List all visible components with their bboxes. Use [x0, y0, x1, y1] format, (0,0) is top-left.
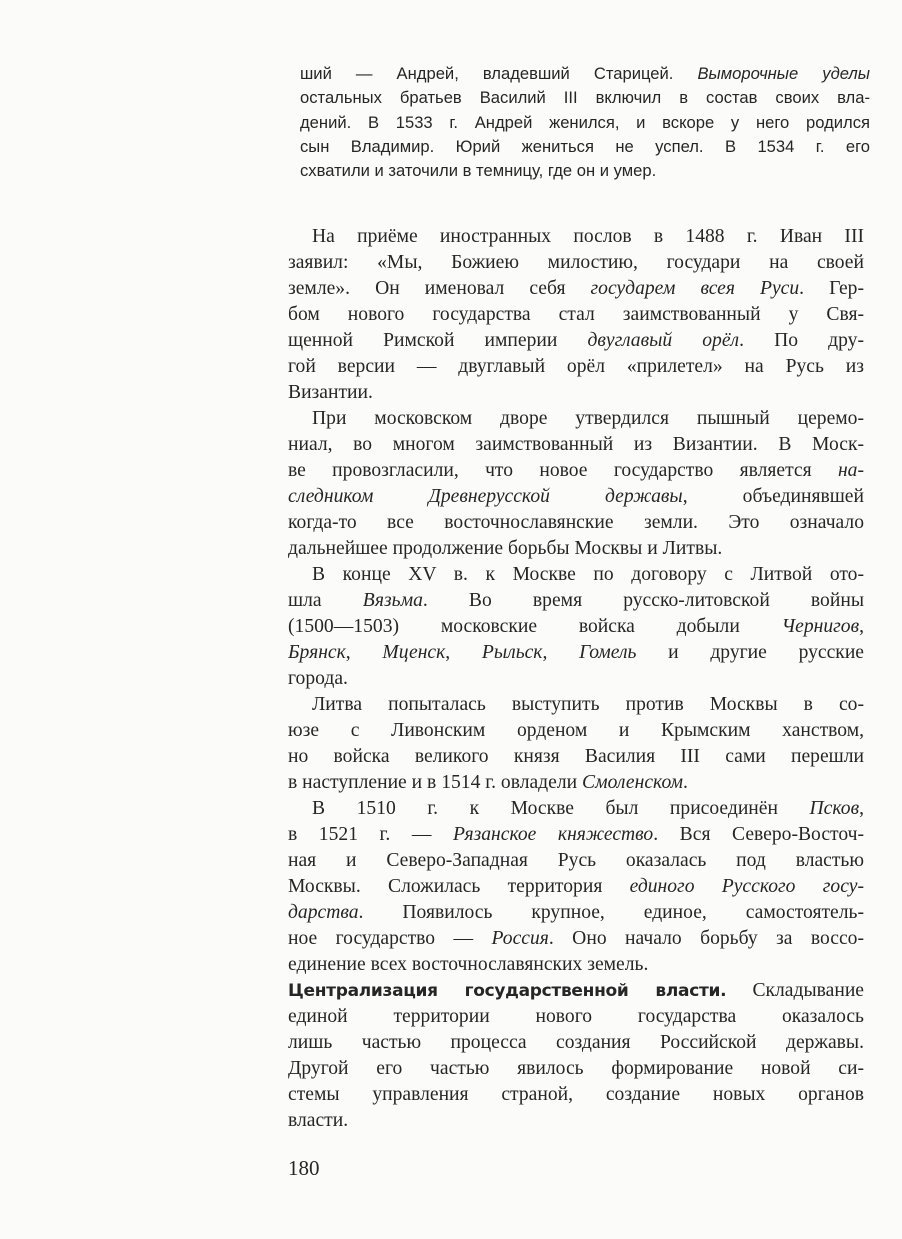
text-line — [288, 1004, 864, 1030]
page-number: 180 — [288, 1156, 320, 1180]
text-line — [288, 874, 864, 900]
text-line — [288, 406, 864, 432]
text-segment: но войска великого князя Василия III сами перешли — [288, 746, 864, 767]
text-segment: (1500—1503) московские войска добыли — [288, 616, 782, 637]
text-line — [300, 159, 870, 183]
text-line — [288, 1082, 864, 1108]
text-line — [300, 86, 870, 110]
text-segment: схватили и заточили в темницу, где он и умер. — [300, 161, 657, 181]
text-line — [288, 562, 864, 588]
text-segment: , — [859, 798, 864, 819]
text-segment: в 1521 г. — — [288, 824, 453, 845]
text-segment: власти. — [288, 1110, 349, 1131]
text-line — [288, 250, 864, 276]
section-heading: Централизация государственной власти. — [288, 981, 727, 1001]
text-segment: единой территории нового государства оказалось — [288, 1006, 864, 1027]
text-segment: щенной Римской империи — [288, 330, 588, 351]
text-segment: Москвы. Сложилась территория — [288, 876, 630, 897]
sidebar-note-text — [300, 62, 870, 183]
text-segment: . Во время русско-литовской войны — [422, 590, 864, 611]
text-line — [288, 614, 864, 640]
text-line — [288, 848, 864, 874]
text-segment: . Вся Северо-Восточ- — [653, 824, 864, 845]
text-line — [288, 926, 864, 952]
text-segment: , объединявшей — [682, 486, 864, 507]
text-segment: В 1510 г. к Москве был присоединён — [312, 798, 810, 819]
text-segment: . — [683, 772, 688, 793]
text-segment: , — [445, 642, 482, 663]
text-segment: в наступление и в 1514 г. овладели — [288, 772, 582, 793]
text-segment: заявил: «Мы, Божиею милостию, государи на своей — [288, 252, 864, 273]
text-line — [288, 978, 864, 1004]
text-segment: Складывание — [726, 980, 864, 1001]
text-segment: бом нового государства стал заимствованный у Свя- — [288, 304, 864, 325]
text-segment: , — [542, 642, 580, 663]
text-segment: остальных братьев Василий III включил в состав своих вла- — [300, 88, 870, 108]
text-segment: города. — [288, 668, 348, 689]
emphasized-term: Смоленском — [582, 772, 684, 793]
text-line — [288, 302, 864, 328]
emphasized-term: Псков — [809, 798, 860, 819]
text-line — [288, 276, 864, 302]
text-segment: ниал, во многом заимствованный из Византии. В Моск- — [288, 434, 864, 455]
text-line — [288, 822, 864, 848]
text-segment: единение всех восточнославянских земель. — [288, 954, 649, 975]
text-line — [288, 510, 864, 536]
text-segment: , — [345, 642, 383, 663]
text-line — [300, 111, 870, 135]
text-line — [288, 536, 864, 562]
main-body-text — [288, 224, 864, 1134]
text-segment: . Гер- — [799, 278, 864, 299]
emphasized-term: Рязанское княжество — [453, 824, 654, 845]
text-segment: дальнейшее продолжение борьбы Москвы и Литвы. — [288, 538, 723, 559]
text-segment: ная и Северо-Западная Русь оказалась под властью — [288, 850, 864, 871]
text-segment: сын Владимир. Юрий жениться не успел. В 1534 г. его — [300, 136, 870, 156]
text-segment: , — [859, 616, 864, 637]
text-segment: дений. В 1533 г. Андрей женился, и вскоре у него родился — [300, 112, 870, 132]
text-segment: юзе с Ливонским орденом и Крымским ханством, — [288, 720, 864, 741]
emphasized-term: Брянск — [288, 642, 346, 663]
text-segment: земле». Он именовал себя — [288, 278, 591, 299]
text-segment: На приёме иностранных послов в 1488 г. Иван III — [312, 226, 864, 247]
text-line — [288, 692, 864, 718]
emphasized-term: единого Русского госу- — [629, 876, 864, 897]
text-line — [288, 328, 864, 354]
emphasized-term: Вязьма — [362, 590, 423, 611]
text-segment: стемы управления страной, создание новых органов — [288, 1084, 864, 1105]
emphasized-term: дарства — [288, 902, 359, 923]
text-line — [288, 1056, 864, 1082]
text-line — [288, 796, 864, 822]
text-line — [288, 354, 864, 380]
emphasized-term: Рыльск — [481, 642, 543, 663]
text-segment: Другой его частью явилось формирование новой си- — [288, 1058, 864, 1079]
text-segment: Византии. — [288, 382, 373, 403]
text-segment: . Оно начало борьбу за воссо- — [548, 928, 864, 949]
emphasized-term: государем всея Руси — [590, 278, 800, 299]
text-line — [288, 640, 864, 666]
text-line — [288, 770, 864, 796]
text-line — [288, 744, 864, 770]
text-segment: ное государство — — [288, 928, 492, 949]
text-segment: гой версии — двуглавый орёл «прилетел» на Русь из — [288, 356, 864, 377]
text-line — [288, 952, 864, 978]
text-line — [288, 588, 864, 614]
text-line — [288, 1030, 864, 1056]
text-line — [288, 458, 864, 484]
emphasized-term: на- — [837, 460, 864, 481]
text-line — [288, 900, 864, 926]
text-segment: Литва попыталась выступить против Москвы в со- — [312, 694, 864, 715]
text-segment: и другие русские — [636, 642, 864, 663]
text-segment: При московском дворе утвердился пышный церемо- — [312, 408, 864, 429]
text-line — [288, 1108, 864, 1134]
text-segment: В конце XV в. к Москве по договору с Литвой ото- — [312, 564, 864, 585]
text-line — [288, 718, 864, 744]
text-line — [288, 380, 864, 406]
text-line — [300, 135, 870, 159]
text-line — [300, 62, 870, 86]
text-segment: лишь частью процесса создания Российской державы. — [288, 1032, 864, 1053]
text-line — [288, 484, 864, 510]
emphasized-term: Выморочные уделы — [697, 64, 870, 83]
emphasized-term: следником Древнерусской державы — [288, 486, 683, 507]
text-line — [288, 432, 864, 458]
text-segment: . По дру- — [739, 330, 864, 351]
text-line — [288, 224, 864, 250]
text-segment: ший — Андрей, владевший Старицей. — [300, 64, 698, 83]
emphasized-term: Гомель — [579, 642, 637, 663]
text-segment: . Появилось крупное, единое, самостоятель- — [358, 902, 864, 923]
text-segment: шла — [288, 590, 363, 611]
text-segment: когда-то все восточнославянские земли. Это означало — [288, 512, 864, 533]
text-segment: ве провозгласили, что новое государство является — [288, 460, 838, 481]
text-line — [288, 666, 864, 692]
emphasized-term: двуглавый орёл — [587, 330, 740, 351]
emphasized-term: Россия — [491, 928, 549, 949]
emphasized-term: Мценск — [382, 642, 446, 663]
emphasized-term: Чернигов — [781, 616, 860, 637]
